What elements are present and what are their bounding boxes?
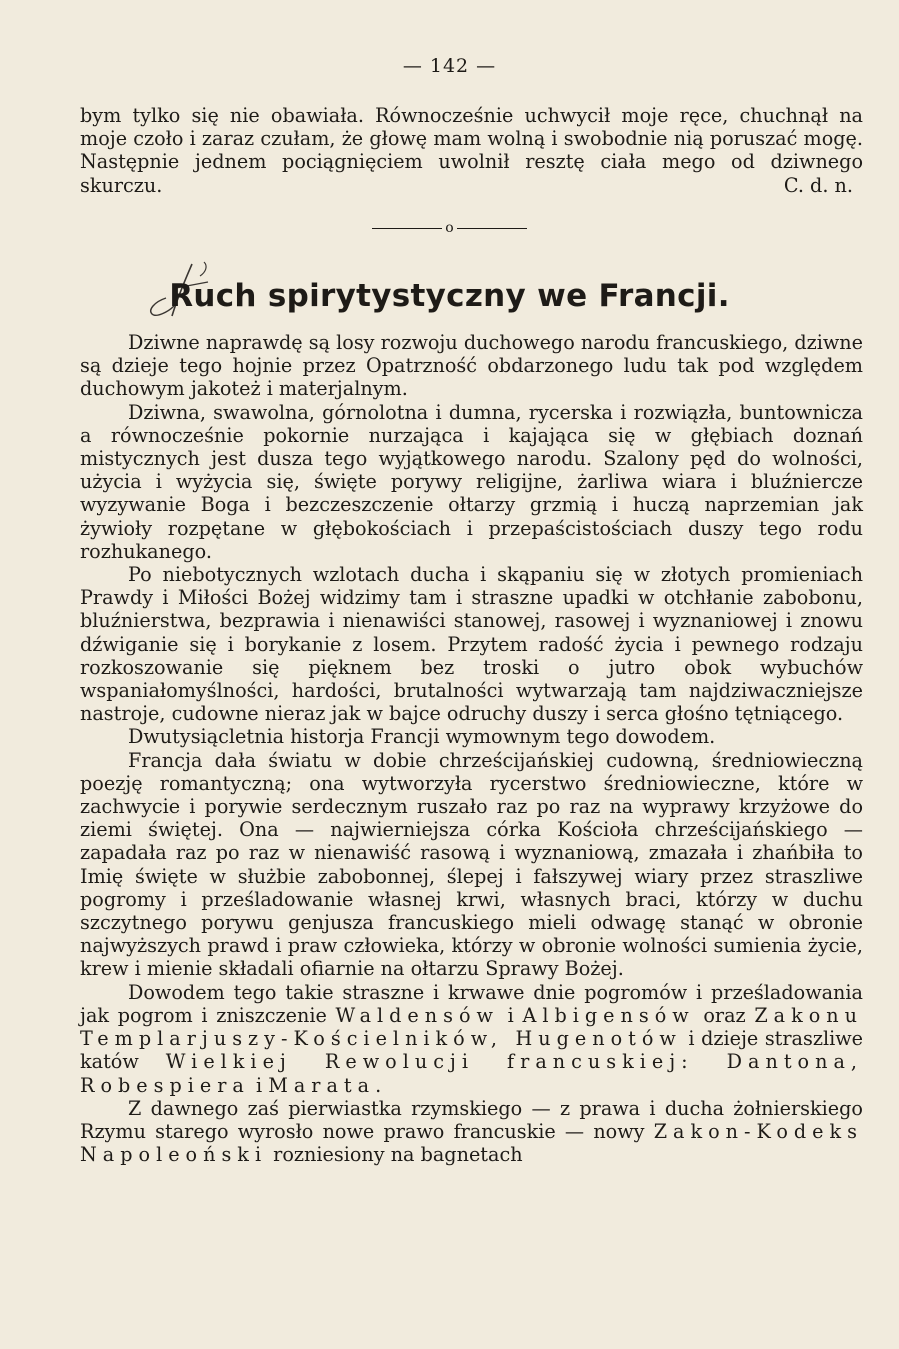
p7-text-1: Z dawnego zaś pierwiastka rzymskiego — z prawa i ducha żołnierskiego Rzymu starego wyrosło nowe prawo francuskie — nowy — [80, 1096, 863, 1143]
separator-letter: o — [445, 220, 454, 236]
paragraph-7 — [80, 1097, 863, 1167]
p6-text-3: oraz — [694, 1003, 755, 1027]
p6-spaced-waldenses: Waldensów — [335, 1003, 499, 1027]
p6-text-5: i — [249, 1073, 269, 1097]
paragraph-3: Po niebotycznych wzlotach ducha i skąpaniu się w złotych promieniach Prawdy i Miłości Bożej widzimy tam i straszne upadki w otchłanie zabobonu, bluźnierstwa, bezprawia i nienawiści stanowej, rasowej i wyznaniowej i znowu dźwiganie się i borykanie z losem. Przytem radość życia i pewnego rodzaju rozkoszowanie się pięknem bez troski o jutro obok wybuchów wspaniałomyślności, hardości, brutalności wytwarzają tam najdziwaczniejsze nastroje, cudowne nieraz jak w bajce odruchy duszy i serca głośno tętniącego. — [80, 563, 863, 726]
paragraph-4: Dwutysiącletnia historja Francji wymownym tego dowodem. — [128, 725, 716, 749]
paragraph-6 — [80, 981, 863, 1097]
p6-spaced-revolution: Wielkiej Rewolucji francuskiej: Dantona, Robespiera — [80, 1050, 863, 1097]
p6-text-6: . — [375, 1073, 382, 1097]
p6-text-1: Dowodem tego takie straszne i krwawe dnie pogromów i prześladowania jak pogrom i zniszczenie — [80, 980, 863, 1027]
paragraph-2: Dziwna, swawolna, górnolotna i dumna, rycerska i rozwiązła, buntownicza a równocześnie pokornie nurzająca i kajająca się w głębiach doznań mistycznych jest dusza tego wyjątkowego narodu. Szalony pęd do wolności, użycia i wyżycia się, święte porywy religijne, żarliwa wiara i bluźniercze wyzywanie Boga i bezczeszczenie ołtarzy grzmią i huczą naprzemian jak żywioły rozpętane w głębokościach i przepaścistościach duszy tego rodu rozhukanego. — [80, 400, 863, 563]
article-body — [80, 331, 863, 1166]
p6-spaced-albigenses: Albigensów — [522, 1003, 695, 1027]
intro-paragraph — [80, 104, 863, 197]
separator-line-right — [457, 228, 527, 229]
p6-spaced-templars: Zakonu Templarjuszy-Kościelników, Hugenotów — [80, 1003, 863, 1051]
page-number: — 142 — — [402, 55, 497, 77]
p6-spaced-marat: Marata — [268, 1073, 376, 1097]
section-separator — [0, 220, 899, 236]
article-title: Ruch spirytystyczny we Francji. — [169, 278, 730, 314]
intro-text — [80, 104, 863, 197]
continuation-signature: C. d. n. — [783, 173, 853, 197]
p7-text-2: rozniesiony na bagnetach — [267, 1143, 523, 1167]
p7-spaced-code: Zakon-Kodeks Napoleoński — [80, 1119, 863, 1167]
paragraph-5: Francja dała światu w dobie chrześcijańskiej cudowną, średniowieczną poezję romantyczną; ona wytworzyła rycerstwo średniowieczne, które w zachwycie i porywie serdecznym ruszało raz po raz na wyprawy krzyżowe do ziemi świętej. Ona — najwierniejsza córka Kościoła chrześcijańskiego — zapadała raz po raz w nienawiść rasową i wyznaniową, zmazała i zhańbiła to Imię święte w służbie zabobonnej, ślepej i fałszywej wiary przez straszliwe pogromy i prześladowanie własnej krwi, własnych braci, którzy w duchu szczytnego porywu genjusza francuskiego mieli odwagę stanąć w obronie najwyższych prawd i praw człowieka, którzy w obronie wolności sumienia życie, krew i mienie składali ofiarnie na ołtarzu Sprawy Bożej. — [80, 748, 863, 981]
paragraph-1: Dziwne naprawdę są losy rozwoju duchowego narodu francuskiego, dziwne są dzieje tego hojnie przez Opatrzność obdarzonego ludu tak pod względem duchowym jakoteż i materjalnym. — [80, 331, 863, 401]
intro-paragraph-text: bym tylko się nie obawiała. Równocześnie uchwycił moje ręce, chuchnął na moje czoło i zaraz czułam, że głowę mam wolną i swobodnie nią poruszać mogę. Następnie jednem pociągnięciem uwolnił resztę ciała mego od dziwnego skurczu. — [80, 104, 863, 197]
p6-text-4: i dzieje straszliwe katów — [80, 1027, 863, 1074]
separator-line-left — [372, 228, 442, 229]
p6-text-2: i — [498, 1003, 523, 1027]
